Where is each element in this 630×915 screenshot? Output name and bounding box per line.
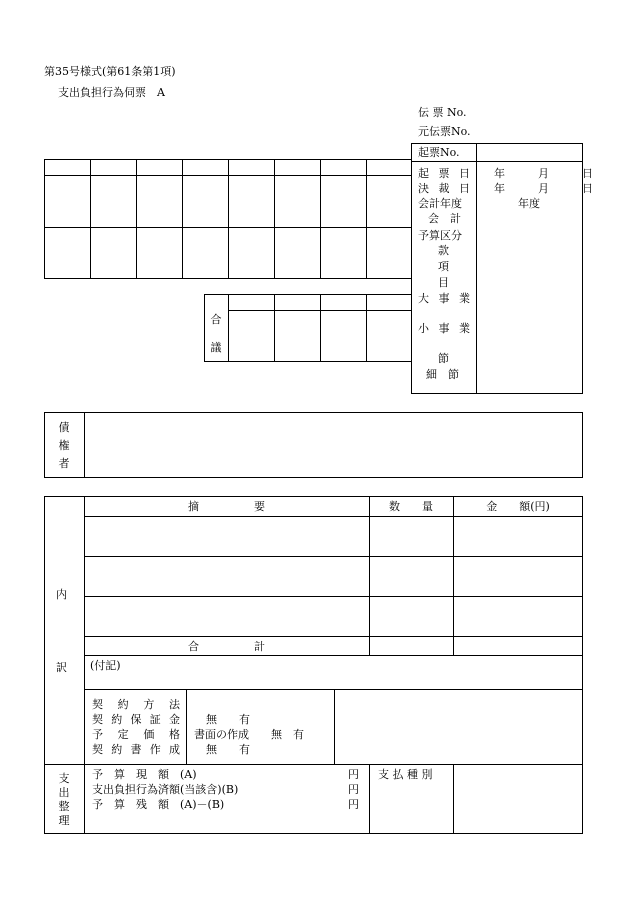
setsu-label: 節 (438, 352, 449, 365)
form-title: 支出負担行為伺票 A (58, 86, 165, 99)
gougi-label: 合 議 (210, 313, 222, 354)
kessai-date-label: 決 裁 日 (418, 182, 470, 195)
contract-document-label: 契 約 書 作 成 (92, 743, 180, 756)
kou-label: 項 (438, 260, 449, 273)
kessai-date-value: 年 月 日 (494, 182, 593, 195)
budget-current-unit: 円 (348, 768, 359, 781)
payment-section-label: 支 出 整 理 (58, 772, 70, 827)
breakdown-label-bottom: 訳 (56, 661, 67, 674)
contract-document-value[interactable]: 無 有 (206, 743, 250, 756)
kan-label: 款 (438, 244, 449, 257)
form-number: 第35号様式(第61条第1項) (44, 65, 176, 78)
quantity-header: 数 量 (389, 500, 433, 513)
budget-remaining-unit: 円 (348, 798, 359, 811)
summary-header: 摘 要 (188, 500, 265, 513)
account-label: 会 計 (428, 212, 461, 225)
moku-label: 目 (438, 276, 449, 289)
budget-remaining-label: 予 算 残 額 (A)－(B) (92, 798, 225, 811)
kihyo-number-label: 起票No. (418, 146, 460, 159)
minor-project-label: 小 事 業 (418, 322, 470, 335)
note-label: (付記) (90, 659, 121, 672)
fiscal-year-value: 年度 (518, 197, 540, 210)
planned-price-value[interactable]: 書面の作成 無 有 (194, 728, 304, 741)
contract-deposit-label: 契 約 保 証 金 (92, 713, 180, 726)
committed-amount-unit: 円 (348, 783, 359, 796)
creditor-label: 債 権 者 (58, 421, 70, 470)
kihyo-date-label: 起 票 日 (418, 167, 470, 180)
budget-division-label: 予算区分 (418, 229, 462, 242)
planned-price-label: 予 定 価 格 (92, 728, 180, 741)
payment-type-label: 支 払 種 別 (378, 768, 433, 781)
saisetsu-label: 細 節 (426, 368, 459, 381)
budget-current-label: 予 算 現 額 (A) (92, 768, 197, 781)
contract-deposit-value[interactable]: 無 有 (206, 713, 250, 726)
fiscal-year-label: 会計年度 (418, 197, 462, 210)
kihyo-date-value: 年 月 日 (494, 167, 593, 180)
amount-header: 金 額(円) (486, 500, 550, 513)
committed-amount-label: 支出負担行為済額(当該含)(B) (92, 783, 239, 796)
voucher-number-label: 伝 票 No. (418, 106, 467, 119)
original-voucher-number-label: 元伝票No. (418, 125, 471, 138)
total-label: 合 計 (188, 640, 265, 653)
breakdown-label-top: 内 (56, 588, 67, 601)
contract-method-label: 契 約 方 法 (92, 698, 180, 711)
major-project-label: 大 事 業 (418, 292, 470, 305)
